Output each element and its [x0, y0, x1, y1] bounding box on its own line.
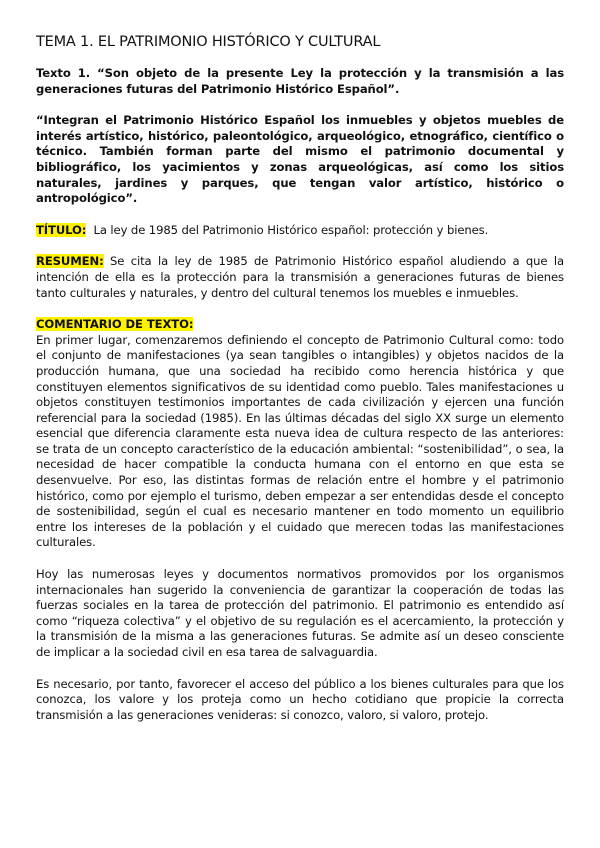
- comentario-paragraph-2: Hoy las numerosas leyes y documentos normativos promovidos por los organismos internacionales han sugerido la conveniencia de garantizar la cooperación de todas las fuerzas sociales en la tarea de protección del patrimonio. El patrimonio es entendido así como “riqueza colectiva” y el objetivo de su regulación es el acercamiento, la protección y la transmisión de la misma a las generaciones futuras. Se admite así un deseo consciente de implicar a la sociedad civil en esa tarea de salvaguardia.: [36, 567, 564, 659]
- quote-paragraph: “Integran el Patrimonio Histórico Español los inmuebles y objetos muebles de interés artístico, histórico, paleontológico, arqueológico, etnográfico, científico o técnico. También forman parte del mismo el patrimonio documental y bibliográfico, los yacimientos y zonas arqueológicas, así como los sitios naturales, jardines y parques, que tengan valor artístico, histórico o antropológico”.: [36, 113, 564, 206]
- titulo-text: La ley de 1985 del Patrimonio Histórico español: protección y bienes.: [93, 222, 489, 237]
- resumen-label: RESUMEN:: [36, 254, 104, 269]
- titulo-section: [36, 223, 564, 239]
- comentario-paragraph-3: Es necesario, por tanto, favorecer el acceso del público a los bienes culturales para que los conozca, los valore y los proteja como un hecho cotidiano que propicie la correcta transmisión a las generaciones venideras: si conozco, valoro, si valoro, protejo.: [36, 676, 564, 722]
- titulo-label: TÍTULO:: [36, 222, 87, 237]
- page-title: TEMA 1. EL PATRIMONIO HISTÓRICO Y CULTURAL: [36, 34, 381, 50]
- document-page: [36, 34, 564, 739]
- comentario-label: COMENTARIO DE TEXTO:: [36, 317, 194, 332]
- comentario-section: [36, 317, 564, 723]
- resumen-text: Se cita la ley de 1985 de Patrimonio Histórico español aludiendo a que la intención de ella es la protección para la transmisión a generaciones futuras de bienes tanto culturales y naturales, y dentro del cultural tenemos los muebles e inmuebles.: [36, 254, 564, 300]
- comentario-paragraph-1: En primer lugar, comenzaremos definiendo el concepto de Patrimonio Cultural como: todo el conjunto de manifestaciones (ya sean tangibles o intangibles) y objetos nacidos de la producción humana, que una sociedad ha recibido como herencia histórica y que constituyen elementos significativos de su identidad como pueblo. Tales manifestaciones u objetos constituyen testimonios importantes de cada civilización y ejercen una función referencial para la sociedad (1985). En las últimas décadas del siglo XX surge un elemento esencial que diferencia claramente esta nueva idea de cultura respecto de las anteriores: se trata de un concepto característico de la educación ambiental: “sostenibilidad”, o sea, la necesidad de hacer compatible la conducta humana con el entorno en que esta se desenvuelve. Por eso, las distintas formas de relación entre el hombre y el patrimonio histórico, como por ejemplo el turismo, deben empezar a ser entendidas desde el concepto de sostenibilidad, según el cual es necesario mantener en todo momento un equilibrio entre los intereses de la población y el cuidado que merecen todas las manifestaciones culturales.: [36, 332, 564, 550]
- texto-1-paragraph: Texto 1. “Son objeto de la presente Ley la protección y la transmisión a las generaciones futuras del Patrimonio Histórico Español”.: [36, 66, 564, 96]
- resumen-section: [36, 254, 564, 301]
